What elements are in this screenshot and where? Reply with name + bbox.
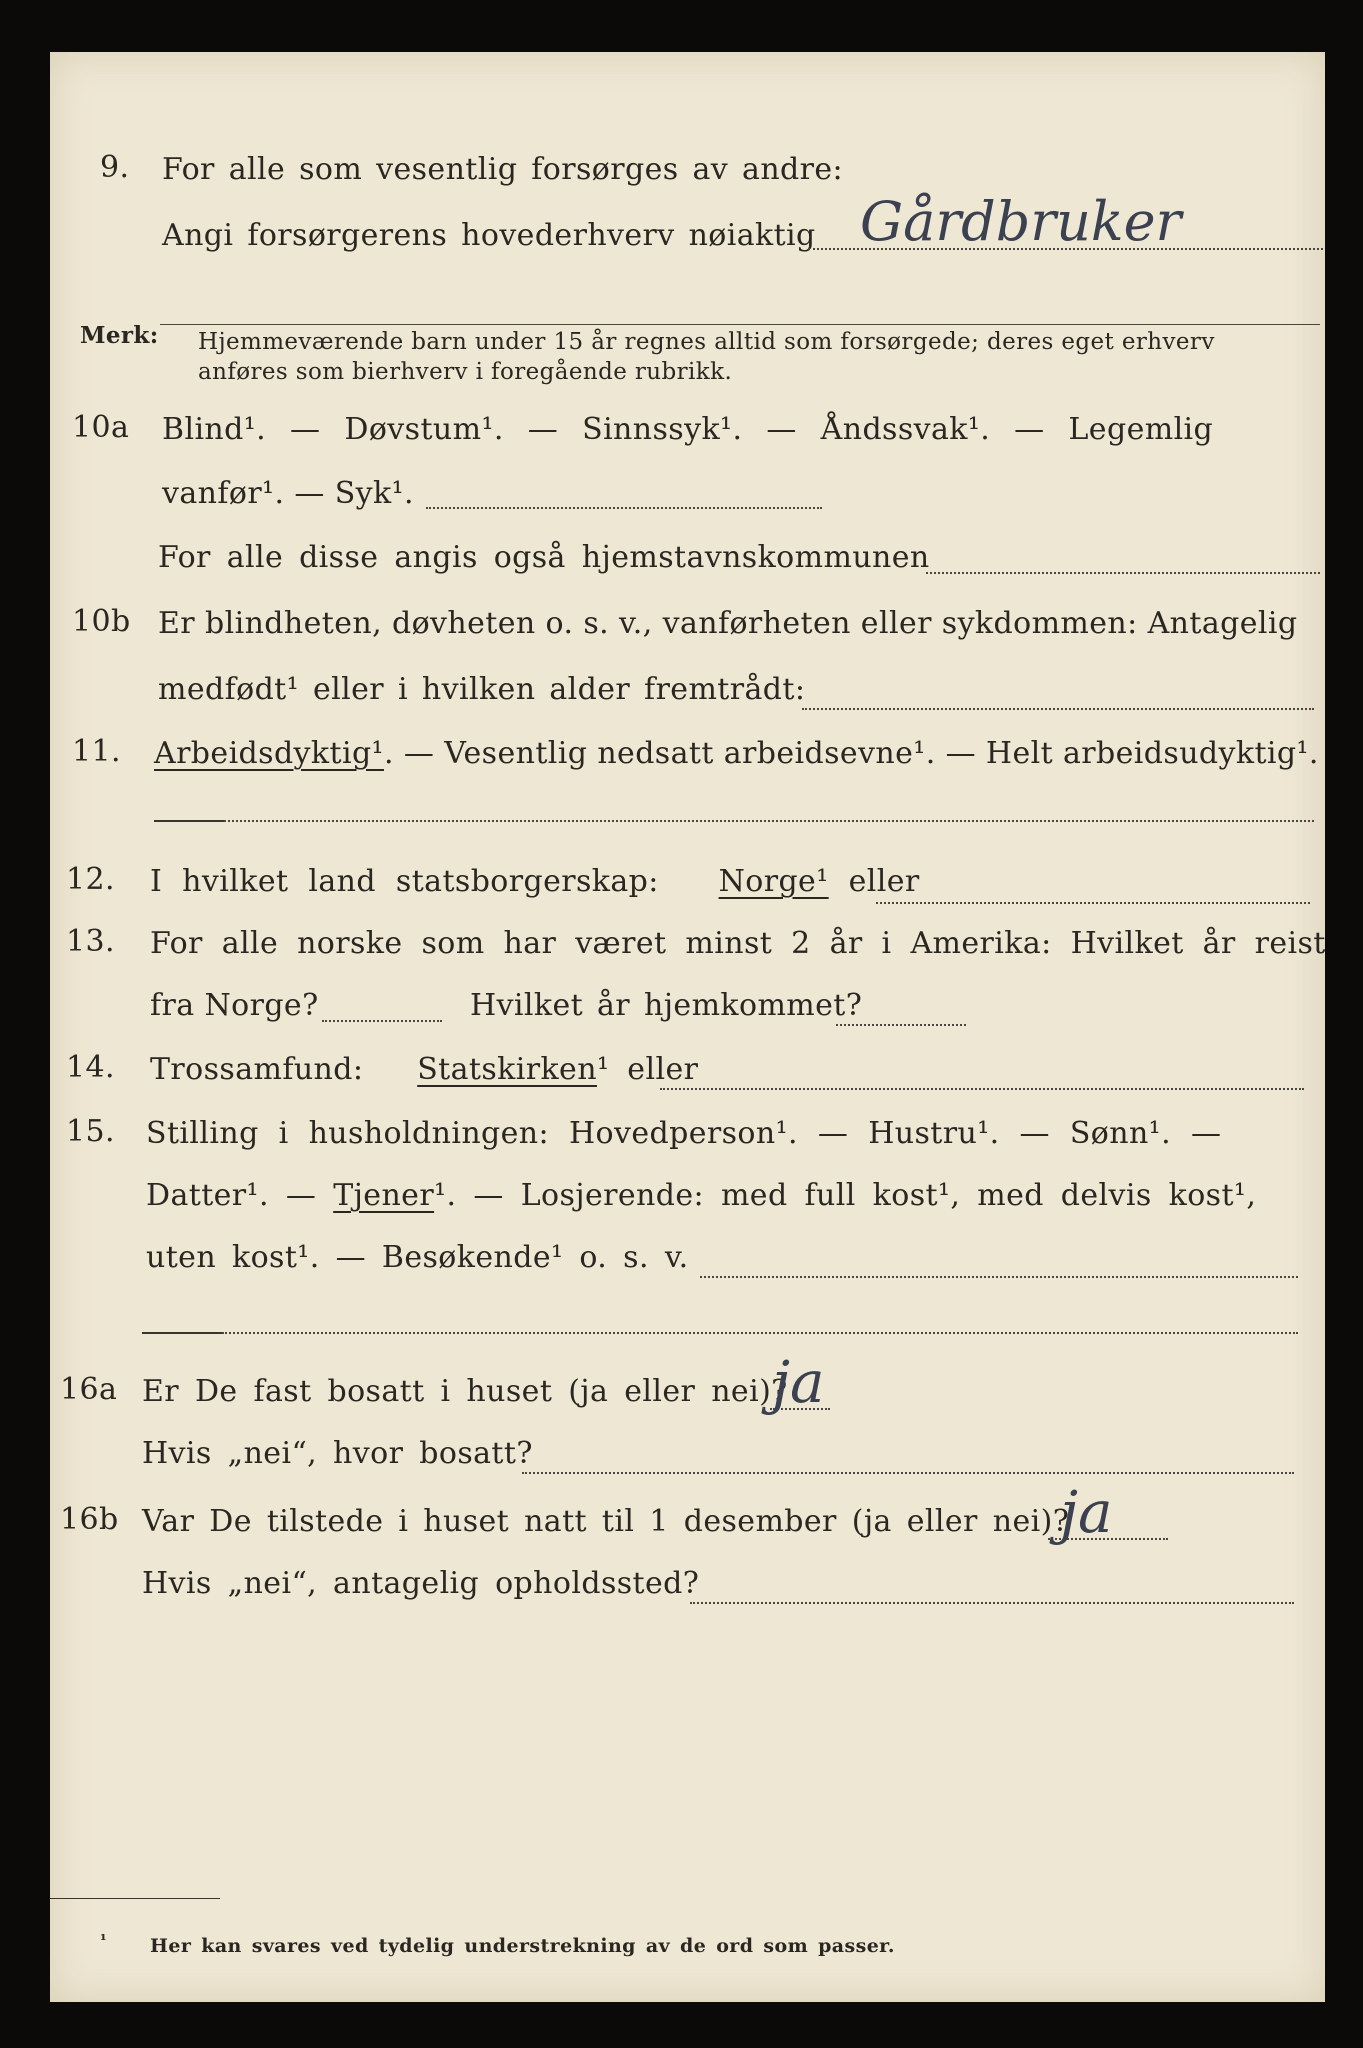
q14-question: Trossamfund: (150, 1052, 364, 1087)
q10a-line3-blank (926, 572, 1320, 574)
q16b-line2-blank (690, 1602, 1294, 1604)
q10a-line2-blank (426, 507, 822, 509)
q10a-line2: vanfør¹. — Syk¹. (162, 476, 414, 511)
q14-underlined-answer: Statskirken (417, 1052, 597, 1087)
q16a-line1: Er De fast bosatt i huset (ja eller nei)? (142, 1374, 788, 1409)
q15-line2 (146, 1178, 1256, 1214)
q15-line3: uten kost¹. — Besøkende¹ o. s. v. (146, 1240, 689, 1275)
q16b-line2: Hvis „nei“, antagelig opholdssted? (142, 1566, 700, 1601)
q14-eller: ¹ eller (596, 1052, 699, 1087)
q13-reist-blank (322, 1020, 442, 1022)
q16a-line2: Hvis „nei“, hvor bosatt? (142, 1436, 533, 1471)
q10a-line1: Blind¹. — Døvstum¹. — Sinnssyk¹. — Åndssvak¹. — Legemlig (162, 412, 1214, 447)
merk-line1: Hjemmeværende barn under 15 år regnes alltid som forsørgede; deres eget erhverv (198, 329, 1215, 355)
q15-underlined-answer: Tjener (333, 1178, 435, 1213)
q14-blank (660, 1088, 1304, 1090)
q15-blank-line (222, 1332, 1298, 1334)
merk-line2: anføres som bierhverv i foregående rubrikk. (198, 359, 733, 385)
census-form-page (50, 52, 1325, 2002)
q10a-line3: For alle disse angis også hjemstavnskommunen (158, 540, 930, 575)
q14-line (150, 1052, 698, 1088)
q15-short-rule (142, 1332, 222, 1334)
q12-number: 12. (66, 862, 115, 897)
q9-line1: For alle som vesentlig forsørges av andre: (162, 152, 844, 187)
q10b-number: 10b (72, 604, 131, 639)
q11-short-rule (154, 820, 224, 822)
q13-line2a: fra Norge? (150, 988, 319, 1023)
q16b-line1: Var De tilstede i huset natt til 1 desember (ja eller nei)? (142, 1504, 1070, 1539)
q15-line3-blank (700, 1276, 1298, 1278)
q11-rest: . — Vesentlig nedsatt arbeidsevne¹. — Helt arbeidsudyktig¹. (383, 736, 1319, 771)
merk-label: Merk: (80, 322, 159, 349)
q15-number: 15. (66, 1114, 115, 1149)
q16b-number: 16b (60, 1502, 119, 1537)
footnote-rule (50, 1898, 220, 1899)
q9-line2: Angi forsørgerens hovederhverv nøiaktig (162, 218, 816, 253)
q16b-answer: ja (1060, 1478, 1113, 1546)
q11-line (154, 736, 1319, 772)
q12-eller: eller (848, 864, 920, 899)
footnote-mark: ¹ (100, 1931, 107, 1949)
footnote-text: Her kan svares ved tydelig understrekning av de ord som passer. (150, 1935, 895, 1957)
q13-line1: For alle norske som har været minst 2 år i Amerika: Hvilket år reist (150, 926, 1326, 961)
q15-line2a: Datter¹. — (146, 1178, 317, 1213)
q15-line2c: ¹. — Losjerende: med full kost¹, med delvis kost¹, (434, 1178, 1257, 1213)
q10b-line2-blank (802, 708, 1314, 710)
q10b-line2: medfødt¹ eller i hvilken alder fremtrådt: (158, 672, 806, 707)
q9-number: 9. (100, 150, 130, 185)
q13-line2b: Hvilket år hjemkommet? (470, 988, 863, 1023)
q13-hjemkommet-blank (836, 1024, 966, 1026)
q16a-number: 16a (60, 1372, 118, 1407)
q12-line (150, 864, 920, 900)
q11-blank-line (224, 820, 1314, 822)
q15-line1: Stilling i husholdningen: Hovedperson¹. — Hustru¹. — Sønn¹. — (146, 1116, 1222, 1151)
q11-underlined-answer: Arbeidsdyktig¹ (154, 736, 384, 771)
q16a-line2-blank (522, 1472, 1294, 1474)
q11-number: 11. (72, 734, 121, 769)
q12-underlined-answer: Norge¹ (718, 864, 829, 899)
q12-blank (876, 902, 1310, 904)
q14-number: 14. (66, 1050, 115, 1085)
q9-answer: Gårdbruker (860, 190, 1182, 253)
q13-number: 13. (66, 924, 115, 959)
q10b-line1: Er blindheten, døvheten o. s. v., vanførheten eller sykdommen: Antagelig (158, 606, 1298, 641)
q12-question: I hvilket land statsborgerskap: (150, 864, 659, 899)
q10a-number: 10a (72, 410, 130, 445)
separator-line (160, 324, 1320, 325)
q16a-answer: ja (772, 1348, 825, 1416)
